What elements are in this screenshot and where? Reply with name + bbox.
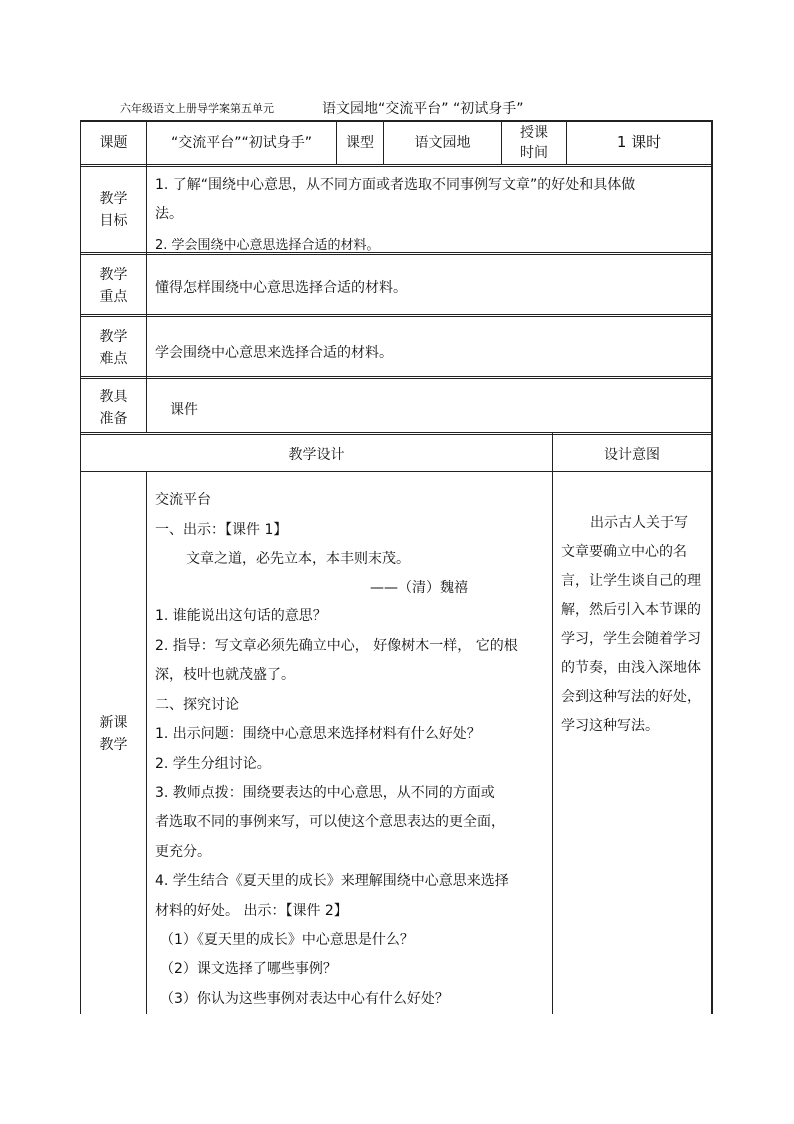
key-points-label-2: 重点 xyxy=(99,289,128,305)
lesson-line: （1）《夏天里的成长》中心意思是什么？ xyxy=(160,932,414,948)
lesson-line: 二、探究讨论 xyxy=(155,697,239,713)
intent-line: 文章要确立中心的名 xyxy=(561,544,687,560)
row-divider xyxy=(80,376,713,377)
intent-column-divider xyxy=(552,433,553,1014)
course-header: 六年级语文上册导学案第五单元 xyxy=(120,102,274,115)
new-lesson-label-1: 新课 xyxy=(99,715,128,731)
lesson-line: 交流平台 xyxy=(155,492,211,508)
row-divider xyxy=(80,164,713,165)
intent-line: 学习，学生会随着学习 xyxy=(561,631,701,647)
type-label: 课型 xyxy=(346,135,374,151)
objective-line: 法。 xyxy=(155,206,183,222)
intent-header: 设计意图 xyxy=(604,447,660,463)
lesson-line: 4. 学生结合《夏天里的成长》来理解围绕中心意思来选择 xyxy=(155,873,509,889)
difficulties-label-1: 教学 xyxy=(99,329,128,345)
row-divider xyxy=(80,432,713,433)
new-lesson-label-2: 教学 xyxy=(99,737,128,753)
lesson-title: 语文园地“交流平台” “初试身手” xyxy=(322,101,524,117)
table-top-border xyxy=(80,120,713,122)
tools-label-2: 准备 xyxy=(99,411,128,427)
tools-label-1: 教具 xyxy=(99,389,128,405)
label-column-divider xyxy=(146,471,147,1014)
lesson-line: 深，枝叶也就茂盛了。 xyxy=(155,667,295,683)
key-points-label-1: 教学 xyxy=(99,267,128,283)
lesson-line: 3. 教师点拨：围绕要表达的中心意思，从不同的方面或 xyxy=(155,785,495,801)
lesson-line: 2. 学生分组讨论。 xyxy=(155,756,271,772)
tools-text: 课件 xyxy=(170,402,198,418)
objectives-label-2: 目标 xyxy=(99,213,128,229)
objective-line: 1. 了解“围绕中心意思，从不同方面或者选取不同事例写文章”的好处和具体做 xyxy=(155,177,636,193)
topic-label: 课题 xyxy=(99,135,128,151)
lesson-line: （2）课文选择了哪些事例？ xyxy=(160,961,337,977)
lesson-line: ——（清）魏禧 xyxy=(370,580,468,596)
time-value: 1 课时 xyxy=(616,133,662,151)
row-divider xyxy=(80,471,713,472)
lesson-line: 者选取不同的事例来写，可以使这个意思表达的更全面， xyxy=(155,814,505,830)
lesson-line: 1. 出示问题：围绕中心意思来选择材料有什么好处？ xyxy=(155,726,481,742)
difficulties-text: 学会围绕中心意思来选择合适的材料。 xyxy=(155,345,393,361)
lesson-line: 一、出示：【课件 1】 xyxy=(155,522,288,538)
intent-line: 的节奏，由浅入深地体 xyxy=(561,660,701,676)
row-divider xyxy=(80,316,713,317)
intent-line: 言，让学生谈自己的理 xyxy=(561,573,701,589)
row-divider xyxy=(80,378,713,379)
objectives-label-1: 教学 xyxy=(99,191,128,207)
topic-value: “交流平台”“初试身手” xyxy=(170,135,312,151)
row-divider xyxy=(80,314,713,315)
intent-line: 出示古人关于写 xyxy=(590,515,688,531)
row-divider xyxy=(80,166,713,167)
key-points-text: 懂得怎样围绕中心意思选择合适的材料。 xyxy=(155,280,407,296)
row-divider xyxy=(80,254,713,255)
lesson-line: 材料的好处。 出示：【课件 2】 xyxy=(155,903,348,919)
lesson-line: 1. 谁能说出这句话的意思？ xyxy=(155,608,327,624)
difficulties-label-2: 难点 xyxy=(99,351,128,367)
lesson-line: 文章之道，必先立本，本丰则末茂。 xyxy=(186,551,410,567)
row-divider xyxy=(80,434,713,435)
lesson-line: （3）你认为这些事例对表达中心有什么好处？ xyxy=(160,991,449,1007)
time-label-1: 授课 xyxy=(520,125,548,141)
type-value: 语文园地 xyxy=(414,135,471,151)
intent-line: 学习这种写法。 xyxy=(561,718,659,734)
intent-line: 会到这种写法的好处， xyxy=(561,689,701,705)
label-column-divider xyxy=(146,120,147,433)
lesson-line: 更充分。 xyxy=(155,844,211,860)
design-header: 教学设计 xyxy=(288,447,345,463)
time-label-2: 时间 xyxy=(520,145,548,161)
objective-line: 2. 学会围绕中心意思选择合适的材料。 xyxy=(155,238,380,253)
intent-line: 解，然后引入本节课的 xyxy=(561,602,701,618)
lesson-line: 2. 指导：写文章必须先确立中心， 好像树木一样， 它的根 xyxy=(155,638,518,654)
